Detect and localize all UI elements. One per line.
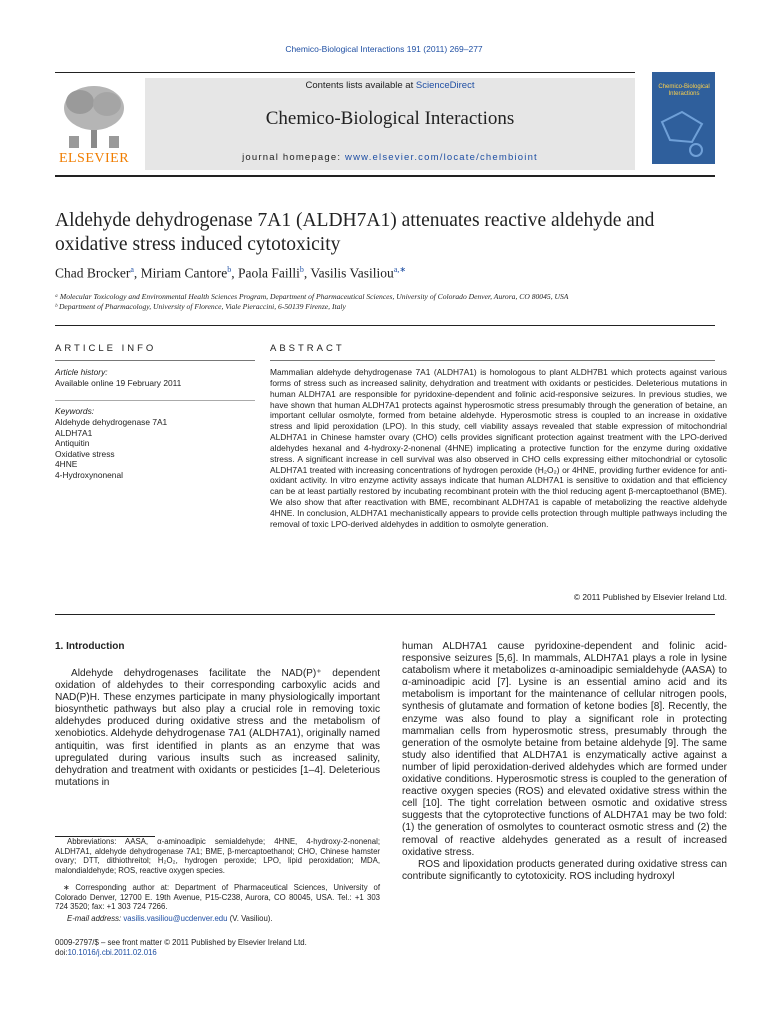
doi-prefix: doi:: [55, 948, 68, 957]
footnote-email: [55, 914, 380, 924]
author-name: Miriam Cantore: [140, 265, 228, 281]
contents-line: [145, 80, 635, 91]
abstract-rule: [270, 360, 715, 361]
homepage-line: [145, 152, 635, 163]
history-value: Available online 19 February 2011: [55, 378, 182, 388]
intro-paragraph-left: Aldehyde dehydrogenases facilitate the NAD(P)⁺ dependent oxidation of aldehydes to their corresponding carboxylic acids and NAD(P)H. These enzymes participate in many physiologically important biosynthetic pathways but also play a crucial role in removing toxic aldehydes produced during oxidative stress and the metabolism of xenobiotics. Aldehyde dehydrogenase 7A1 (ALDH7A1), originally named antiquitin, was first identified in plants as an enzyme that was upregulated during various insults such as increased salinity, dehydration and treatment with oxidants or pesticides [1–4]. Deleterious mutations in: [55, 668, 380, 788]
footnote-abbreviations: Abbreviations: AASA, α-aminoadipic semialdehyde; 4HNE, 4-hydroxy-2-nonenal; ALDH7A1, aldehyde dehydrogenase 7A1; BME, β-mercaptoethanol; CHO, Chinese hamster ovary; DTT, dithiothreitol; H₂O₂, hydrogen peroxide; LPO, lipid peroxidation; MDA, malondialdehyde; ROS, reactive oxygen species.: [55, 837, 380, 875]
affiliation-rule: [55, 325, 715, 326]
email-label: E-mail address:: [67, 914, 124, 923]
keyword-item: 4-Hydroxynonenal: [55, 469, 123, 480]
homepage-prefix: journal homepage:: [242, 152, 346, 163]
journal-citation[interactable]: Chemico-Biological Interactions 191 (2011) 269–277: [285, 44, 483, 54]
email-suffix: (V. Vasiliou).: [227, 914, 273, 923]
footnote-corresponding-author: ∗ Corresponding author at: Department of Pharmaceutical Sciences, University of Colorado Denver, 12700 E. 19th Avenue, P15-C238, Aurora, CO 80045, USA. Tel.: +1 303 724 3520; fax: +1 303 724 7266.: [55, 883, 380, 911]
journal-name: Chemico-Biological Interactions: [265, 108, 515, 129]
article-title: Aldehyde dehydrogenase 7A1 (ALDH7A1) attenuates reactive aldehyde and oxidative stress induced cytotoxicity: [55, 210, 655, 255]
sciencedirect-link[interactable]: ScienceDirect: [415, 80, 475, 91]
article-info-heading: ARTICLE INFO: [55, 343, 157, 354]
abstract-text: Mammalian aldehyde dehydrogenase 7A1 (ALDH7A1) is homologous to plant ALDH7B1 which protects against various forms of stress such as increased salinity, dehydration and treatment with oxidants or pesticides. Deleterious mutations in human ALDH7A1 are responsible for pyridoxine-dependent and folinic acid-responsive seizures. In previous studies, we have shown that human ALDH7A1 protects against hyperosmotic stress presumably through the generation of betaine, an important cellular osmolyte, formed from betaine aldehyde. Hyperosmotic stress is coupled to an increase in oxidative stress and lipid peroxidation (LPO). In this study, cell viability assays revealed that stable expression of mitochondrial ALDH7A1 in Chinese hamster ovary (CHO) cells provides significant protection against treatment with the LPO-derived aldehydes hexanal and 4-hydroxy-2-nonenal (4HNE) implicating a protective function for the enzyme during oxidative stress. A significant increase in cell survival was also observed in CHO cells expressing either mitochondrial or cytosolic ALDH7A1 treated with increasing concentrations of hydrogen peroxide (H₂O₂) or 4HNE, providing further evidence for anti-oxidant activity. In vitro enzyme activity assays indicate that human ALDH7A1 is sensitive to oxidation and that efficiency can be at least partially restored by incubating recombinant protein with the thiol reducing agent β-mercaptoethanol (BME). We also show that after reactivation with BME, recombinant ALDH7A1 is capable of metabolizing the reactive aldehyde 4HNE. In conclusion, ALDH7A1 mechanistically appears to provide cells protection through multiple pathways including the removal of toxic LPO-derived aldehydes in addition to osmolyte generation.: [270, 367, 727, 529]
keyword-item: 4HNE: [55, 459, 78, 469]
keyword-item: ALDH7A1: [55, 427, 93, 438]
author-list: Chad Brocker$^a$, Miriam Cantore$^b$, Paola Failli$^b$, Vasilis Vasiliou$^{a,∗}$: [55, 265, 407, 281]
history-label: Article history:: [55, 367, 108, 377]
keywords-rule: [55, 400, 255, 401]
issn-line: 0009-2797/$ – see front matter © 2011 Published by Elsevier Ireland Ltd.: [55, 938, 307, 947]
affiliation-b: ᵇ Department of Pharmacology, University of Florence, Viale Pieraccini, 6-50139 Firenze, Italy: [55, 302, 346, 311]
intro-paragraph: human ALDH7A1 cause pyridoxine-dependent and folinic acid-responsive seizures [5,6]. In mammals, ALDH7A1 plays a role in lysine catabolism where it metabolizes α-aminoadipic semialdehyde (AASA) to α-aminoadipic acid [7]. Lysine is an essential amino acid and its metabolism is important for the maintenance of cellular nitrogen pools, synthesis of glutamate and formation of ketone bodies [8]. Recently, the enzyme was also found to play a significant role in protecting mammalian cells from hyperosmotic stress, presumably through the generation of the osmolyte betaine from betaine aldehyde [9]. The same study also identified that ALDH7A1 is enzymatically active against a number of lipid peroxidation-derived aldehydes which are formed under oxidative conditions. Hyperosmotic stress is coupled to the generation of reactive oxygen species (ROS) and elevated oxidative stress within the cell [10]. The tight correlation between osmotic and oxidative stress suggests that the cytoprotective functions of ALDH7A1 may be two fold: (1) the generation of osmolytes to counteract osmotic stress and (2) the removal of reactive aldehydes generated as a result of increased oxidative stress.: [402, 641, 727, 858]
intro-heading: 1. Introduction: [55, 641, 125, 652]
doi-line: [55, 948, 157, 958]
article-info-rule: [55, 360, 255, 361]
keyword-item: Aldehyde dehydrogenase 7A1: [55, 417, 168, 427]
keyword-item: Oxidative stress: [55, 448, 115, 459]
abstract-copyright: © 2011 Published by Elsevier Ireland Ltd.: [573, 592, 727, 602]
keywords-list: [55, 417, 255, 480]
author-affiliation-mark[interactable]: a: [130, 265, 134, 274]
abstract-heading: ABSTRACT: [270, 343, 345, 354]
email-link[interactable]: vasilis.vasiliou@ucdenver.edu: [123, 914, 228, 923]
homepage-link[interactable]: www.elsevier.com/locate/chembioint: [345, 152, 538, 163]
author-affiliation-mark[interactable]: a,∗: [393, 265, 407, 274]
author-affiliation-mark[interactable]: b: [227, 265, 232, 274]
doi-link[interactable]: 10.1016/j.cbi.2011.02.016: [67, 948, 157, 957]
author-affiliation-mark[interactable]: b: [299, 265, 304, 274]
affiliation-a: ᵃ Molecular Toxicology and Environmental Health Sciences Program, Department of Pharmaceutical Sciences, University of Colorado Denver, Aurora, CO 80045, USA: [55, 292, 569, 301]
contents-prefix: Contents lists available at: [305, 80, 416, 91]
intro-paragraph: ROS and lipoxidation products generated during oxidative stress can contribute significantly to cytotoxicity. ROS including hydroxyl: [402, 858, 727, 882]
abstract-bottom-rule: [55, 614, 715, 615]
header-rule: [55, 72, 635, 73]
author-name: Paola Failli: [238, 265, 300, 281]
intro-column-right: [402, 641, 727, 883]
masthead-rule: [55, 175, 715, 177]
keywords-label: Keywords:: [55, 406, 95, 416]
publisher-name: ELSEVIER: [58, 151, 130, 166]
keyword-item: Antiquitin: [55, 438, 90, 448]
author-name: Chad Brocker: [55, 265, 131, 281]
cover-title: Chemico-Biological Interactions: [658, 84, 710, 97]
author-name: Vasilis Vasiliou: [310, 265, 394, 281]
